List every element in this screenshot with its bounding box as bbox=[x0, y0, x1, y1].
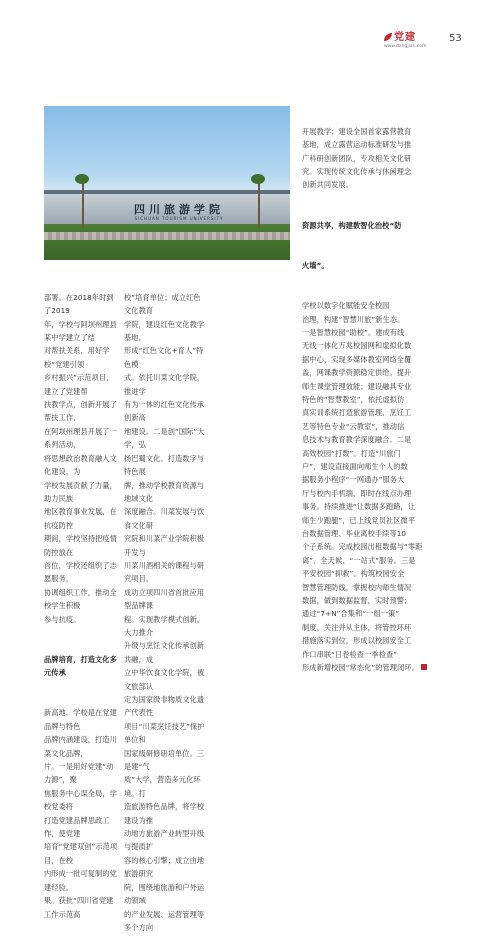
text-line: 首位，学校还组织了志愿服务， bbox=[44, 560, 117, 584]
text-line: 院，围绕地旅游和户外运动领域 bbox=[124, 882, 205, 906]
text-line: 期间，学校坚持把疫情防控放在 bbox=[44, 534, 117, 557]
section-subhead: 资源共享，构建数智化治校“防 bbox=[302, 220, 402, 230]
text-line: 品牌内涵建设，打造川菜文化品牌， bbox=[44, 735, 117, 758]
brand-logo-text: 党建 bbox=[394, 32, 416, 43]
text-column-1 bbox=[44, 264, 118, 934]
text-line: 地建设。二是创“国际”大学，弘 bbox=[124, 426, 205, 450]
text-column-2 bbox=[124, 264, 206, 948]
text-line: 扶教学点，创新开展了帮扶工作， bbox=[44, 400, 117, 423]
text-line: 盖，网课教学资源稳定供给。提升 bbox=[302, 368, 412, 378]
text-line: 息技术与教育教学深度融合。二是 bbox=[302, 435, 412, 445]
page-number: 53 bbox=[449, 33, 462, 44]
text-line: 学校以数字化赋能安全校园 bbox=[302, 301, 390, 311]
text-line: 新高地。学校是在党建品牌与特色 bbox=[44, 708, 117, 731]
text-line: 厅与校内手机端，即时在线点办理 bbox=[302, 488, 412, 498]
text-line: 据服务小程序“一网通办”服务大 bbox=[302, 475, 405, 485]
text-line: 究。实现传统文化传承与休闲理念 bbox=[302, 167, 412, 177]
text-line: 项目“川菜烹饪技艺”保护单位和 bbox=[124, 721, 205, 745]
text-line: 事务。持续推进“让数据多跑路，让 bbox=[302, 502, 416, 512]
text-line: 师生少跑腿”，已上线党员社区微平 bbox=[302, 515, 416, 525]
text-line: 创新共同发展。 bbox=[302, 180, 354, 190]
text-line: 高效校园“打数”。打造“川旅门 bbox=[302, 448, 401, 458]
text-line: 焦服务中心谋全局，学校党委将 bbox=[44, 788, 117, 812]
palm-tree bbox=[258, 178, 260, 228]
campus-photo bbox=[44, 106, 290, 260]
text-line: 扬巴蜀文化。打造数字与特色展 bbox=[124, 453, 205, 477]
text-line: 川菜川酒相关的课程与研究项目， bbox=[124, 560, 205, 584]
text-line: 质”大学，营造多元化环境。打 bbox=[124, 775, 201, 798]
text-line: 升级与烹饪文化传承创新共融，成 bbox=[124, 641, 205, 664]
text-line: 台数据管理、毕业离校手续等10 bbox=[302, 529, 407, 538]
section-subhead: 品牌培育，打造文化多元传承 bbox=[44, 654, 117, 678]
hedge bbox=[44, 224, 290, 260]
text-line: 成功立项四川省首批应用型品牌课 bbox=[124, 587, 205, 611]
text-line: 打造党建品牌思政工作，使党建 bbox=[44, 815, 110, 839]
text-line: 定为国家级非物质文化遗产代表性 bbox=[124, 695, 205, 718]
text-line: 将思想政治教育融入文化建设，为 bbox=[44, 453, 117, 477]
text-line: 深度融合。川菜发展与饮食文化研 bbox=[124, 507, 205, 530]
text-line: 动地方旅游产业转型升级与提质扩 bbox=[124, 829, 205, 852]
palm-tree bbox=[82, 178, 84, 228]
text-line: 师生课堂管理效能；建设融具专业 bbox=[302, 381, 412, 391]
text-line: 学院，建设红色文化教学基地， bbox=[124, 319, 205, 343]
text-line: 形成“红色文化+育人”特色模 bbox=[124, 346, 204, 369]
text-line: 造旅游特色品牌，将学校建设为推 bbox=[124, 802, 205, 825]
text-column-4 bbox=[302, 98, 438, 688]
palm-frond bbox=[75, 174, 89, 184]
text-line: 内形成一批可复制的党建经验， bbox=[44, 869, 117, 892]
text-line: 个子系统。完成校园出租数据与“零距 bbox=[302, 542, 423, 552]
text-line: 乡村振兴”示范项目，建立了党建帮 bbox=[44, 373, 114, 396]
text-line: 制度，关注并从主体，将管控环环 bbox=[302, 622, 412, 632]
brand-logo bbox=[384, 32, 444, 44]
text-line: 果。获批“四川省党建工作示范高 bbox=[44, 896, 114, 919]
text-line: 形成新增校园“常态化”的管理闭环。 bbox=[302, 661, 438, 674]
text-line: 部署。在2018年时到了2019 bbox=[44, 292, 114, 316]
text-line: 地区教育事业发展，在抗疫防控 bbox=[44, 507, 117, 530]
section-subhead-cont: 火墙”。 bbox=[302, 260, 329, 270]
text-line: 通过“7+N”合集和“一组一策” bbox=[302, 609, 400, 619]
campus-sign: 四川旅游学院 bbox=[134, 203, 224, 216]
text-line: 培育“党建双创”示范项目，在校 bbox=[44, 842, 118, 865]
text-line: 式。依托川菜文化学院，推进学 bbox=[124, 373, 205, 396]
text-line: 广科研创新团队，专攻相关文化研 bbox=[302, 153, 412, 163]
text-line: 协调组织工作，推动全校学生积极 bbox=[44, 587, 117, 611]
flower-bed bbox=[44, 232, 290, 240]
text-line: 基地，成立露营运动标准研发与推 bbox=[302, 140, 412, 150]
text-line: 学校发展贡献了力量，助力民族 bbox=[44, 480, 117, 503]
text-line: 参与抗疫。 bbox=[44, 614, 81, 624]
text-line: 年，学校与阿坝州理县某中学建立了结 bbox=[44, 319, 117, 343]
palm-frond bbox=[251, 174, 265, 184]
brand-url: www.dangjian.com bbox=[384, 44, 427, 49]
text-line: 数据，做到数据监督，实时预警； bbox=[302, 596, 412, 606]
text-line: 容的核心引擎；成立由地旅游研究 bbox=[124, 855, 205, 879]
page-header bbox=[0, 0, 484, 56]
text-line: 片。一是用好党建“动力源”，聚 bbox=[44, 762, 114, 785]
text-line: 智慧管理防线，掌握校内师生情况 bbox=[302, 582, 412, 592]
text-line: 有为一体的红色文化传承创新高 bbox=[124, 400, 205, 423]
text-line: 在阿坝州理县开展了一系列活动， bbox=[44, 426, 117, 450]
text-line: 据中心，实现多媒体教室网络全覆 bbox=[302, 354, 412, 364]
text-line: 程。实现教学模式创新，大力推介 bbox=[124, 614, 205, 637]
text-line: 校”培育单位；成立红色文化教育 bbox=[124, 292, 201, 316]
text-line: 离”、全天候、“一站式”服务。三是 bbox=[302, 555, 416, 565]
leaf-icon bbox=[384, 33, 392, 41]
end-mark-icon bbox=[421, 664, 427, 670]
text-line: 的产业发展、运营管理等多个方向 bbox=[124, 909, 205, 932]
text-line: 国家级研修研培单位。三是建“气 bbox=[124, 748, 205, 772]
text-line: 无线一体化万兆校园网和虚拟化数 bbox=[302, 341, 412, 351]
text-line: 特色的“智慧教室”，依托虚拟仿 bbox=[302, 394, 405, 404]
text-line: 真实训系统打造旅游管理、烹饪工 bbox=[302, 408, 412, 418]
text-line: 立中华饮食文化学院，被文旅部认 bbox=[124, 668, 205, 691]
text-line: 究院和川菜产业学院积极开发与 bbox=[124, 534, 205, 557]
text-line: 作口串联“日卷检查一季检查” bbox=[302, 649, 398, 659]
text-line: 治理，构建“智慧川旅”新生态。 bbox=[302, 314, 405, 324]
text-line: 对帮扶关系，用好学校“党建引领 bbox=[44, 346, 110, 369]
campus-sign-en: SICHUAN TOURISM UNIVERSITY bbox=[134, 216, 224, 221]
text-line: 牌，推动学校教育资源与地域文化 bbox=[124, 480, 205, 503]
text-line: 艺等特色专业“云教室”，推动信 bbox=[302, 421, 405, 431]
text-line: 措施落实到位，形成以校园安全工 bbox=[302, 636, 412, 646]
text-line: 一是智慧校园“助校”。建成有线 bbox=[302, 327, 405, 337]
text-line: 户”，建设直接面向师生个人的数 bbox=[302, 461, 408, 471]
text-line: 开展教学；建设全国首家露营教育 bbox=[302, 126, 412, 136]
text-line: 平安校园“抑救”。构筑校园安全 bbox=[302, 569, 405, 579]
